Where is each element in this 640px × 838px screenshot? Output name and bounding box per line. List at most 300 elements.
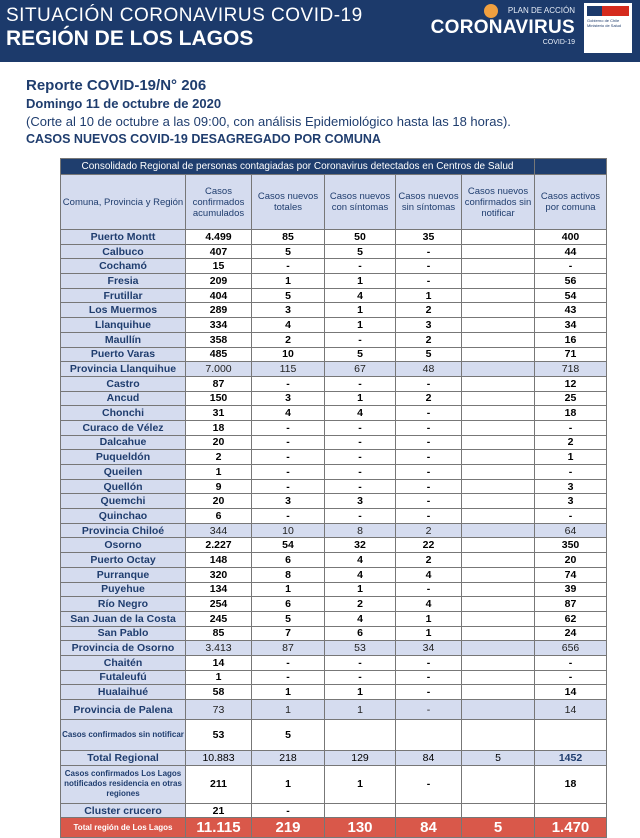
cell-nuevos: -	[252, 465, 325, 480]
cell-nuevos: 4	[252, 406, 325, 421]
cell-activos: 2	[535, 435, 607, 450]
cell-sin-notificar	[462, 494, 535, 509]
cell-name: Total región de Los Lagos	[61, 818, 186, 838]
cell-acumulados: 334	[186, 318, 252, 333]
cell-activos: 34	[535, 318, 607, 333]
cell-acumulados: 407	[186, 244, 252, 259]
cell-sin-sintomas: 2	[396, 523, 462, 538]
cell-name: Los Muermos	[61, 303, 186, 318]
table-row	[61, 450, 607, 465]
cell-nuevos: 219	[252, 818, 325, 838]
cell-sin-notificar	[462, 435, 535, 450]
cell-name: San Pablo	[61, 626, 186, 641]
cell-nuevos: -	[252, 420, 325, 435]
cell-name: Llanquihue	[61, 318, 186, 333]
cell-con-sintomas: 1	[325, 765, 396, 803]
cell-nuevos: -	[252, 670, 325, 685]
cell-acumulados: 85	[186, 626, 252, 641]
cell-sin-sintomas	[396, 720, 462, 751]
flag-red-block	[602, 6, 629, 16]
cell-acumulados: 15	[186, 259, 252, 274]
cell-name: Provincia Chiloé	[61, 523, 186, 538]
cell-nuevos: 6	[252, 597, 325, 612]
cell-con-sintomas: 1	[325, 685, 396, 700]
cell-sin-sintomas: -	[396, 465, 462, 480]
cell-nuevos: 10	[252, 347, 325, 362]
cell-acumulados: 245	[186, 611, 252, 626]
cell-activos: 18	[535, 765, 607, 803]
cell-activos: 1.470	[535, 818, 607, 838]
report-header	[26, 77, 626, 150]
cell-activos: 718	[535, 362, 607, 377]
cell-sin-sintomas: -	[396, 700, 462, 720]
cell-sin-sintomas: -	[396, 406, 462, 421]
cell-acumulados: 150	[186, 391, 252, 406]
cell-acumulados: 11.115	[186, 818, 252, 838]
government-logo	[584, 3, 632, 53]
plan-icon	[484, 4, 498, 18]
cell-con-sintomas: 1	[325, 318, 396, 333]
cell-sin-notificar	[462, 332, 535, 347]
table-row	[61, 641, 607, 656]
table-row	[61, 318, 607, 333]
cell-name: Curaco de Vélez	[61, 420, 186, 435]
cell-acumulados: 10.883	[186, 751, 252, 766]
cell-con-sintomas: -	[325, 420, 396, 435]
cell-nuevos: 7	[252, 626, 325, 641]
table-row	[61, 288, 607, 303]
header-comuna: Comuna, Provincia y Región	[61, 175, 186, 230]
cell-activos: -	[535, 465, 607, 480]
cell-activos: 24	[535, 626, 607, 641]
cell-sin-sintomas: -	[396, 244, 462, 259]
cell-sin-notificar	[462, 303, 535, 318]
cell-activos: 400	[535, 230, 607, 245]
cell-sin-sintomas: -	[396, 376, 462, 391]
cell-activos: -	[535, 509, 607, 524]
report-title: Reporte COVID-19/N° 206	[26, 77, 207, 94]
cell-activos: 14	[535, 700, 607, 720]
report-subtitle: CASOS NUEVOS COVID-19 DESAGREGADO POR COMUNA	[26, 132, 381, 146]
cell-nuevos: 5	[252, 720, 325, 751]
cell-nuevos: 5	[252, 611, 325, 626]
cell-acumulados: 209	[186, 274, 252, 289]
cell-nuevos: 1	[252, 765, 325, 803]
cell-activos	[535, 720, 607, 751]
brand-title: CORONAVIRUS	[430, 17, 575, 38]
cell-con-sintomas: 1	[325, 582, 396, 597]
cell-sin-sintomas: -	[396, 435, 462, 450]
cell-acumulados: 404	[186, 288, 252, 303]
cell-activos: 350	[535, 538, 607, 553]
cell-nuevos: 3	[252, 391, 325, 406]
cell-nuevos: -	[252, 376, 325, 391]
cell-con-sintomas: -	[325, 670, 396, 685]
table-row	[61, 523, 607, 538]
cell-name: Puerto Montt	[61, 230, 186, 245]
cell-sin-notificar	[462, 274, 535, 289]
cases-table	[60, 158, 607, 838]
cell-acumulados: 1	[186, 465, 252, 480]
cell-name: Quellón	[61, 479, 186, 494]
table-row	[61, 391, 607, 406]
cell-con-sintomas: 4	[325, 553, 396, 568]
table-row	[61, 597, 607, 612]
cell-name: Puyehue	[61, 582, 186, 597]
cell-acumulados: 21	[186, 803, 252, 818]
cell-nuevos: -	[252, 259, 325, 274]
cell-nuevos: 1	[252, 685, 325, 700]
cell-sin-notificar	[462, 567, 535, 582]
cell-name: Futaleufú	[61, 670, 186, 685]
cell-sin-sintomas: -	[396, 765, 462, 803]
cell-sin-notificar	[462, 626, 535, 641]
cell-con-sintomas: 50	[325, 230, 396, 245]
cell-activos: 54	[535, 288, 607, 303]
cell-name: Provincia de Osorno	[61, 641, 186, 656]
cell-sin-sintomas: -	[396, 670, 462, 685]
cell-sin-notificar	[462, 641, 535, 656]
cell-acumulados: 31	[186, 406, 252, 421]
cell-sin-notificar	[462, 700, 535, 720]
cell-sin-sintomas: 1	[396, 626, 462, 641]
cell-sin-sintomas: 34	[396, 641, 462, 656]
cell-con-sintomas: 1	[325, 303, 396, 318]
report-date: Domingo 11 de octubre de 2020	[26, 96, 222, 111]
cell-nuevos: 6	[252, 553, 325, 568]
cell-name: Osorno	[61, 538, 186, 553]
cell-con-sintomas: -	[325, 376, 396, 391]
cell-acumulados: 73	[186, 700, 252, 720]
cell-sin-sintomas: 2	[396, 553, 462, 568]
table-row	[61, 626, 607, 641]
cell-sin-sintomas	[396, 803, 462, 818]
cell-activos: 14	[535, 685, 607, 700]
cell-acumulados: 87	[186, 376, 252, 391]
banner-title-line2: REGIÓN DE LOS LAGOS	[6, 27, 254, 50]
cell-sin-notificar	[462, 230, 535, 245]
cell-activos: 20	[535, 553, 607, 568]
table-row	[61, 303, 607, 318]
cell-name: Casos confirmados Los Lagos notificados residencia en otras regiones	[61, 765, 186, 803]
cell-sin-sintomas: -	[396, 259, 462, 274]
cell-con-sintomas: -	[325, 332, 396, 347]
cell-acumulados: 1	[186, 670, 252, 685]
cell-name: Chaitén	[61, 655, 186, 670]
cell-sin-sintomas: -	[396, 685, 462, 700]
cell-acumulados: 6	[186, 509, 252, 524]
cell-acumulados: 9	[186, 479, 252, 494]
cell-activos: 39	[535, 582, 607, 597]
cell-con-sintomas: 32	[325, 538, 396, 553]
cell-acumulados: 2.227	[186, 538, 252, 553]
cell-sin-notificar	[462, 523, 535, 538]
cell-name: Queilen	[61, 465, 186, 480]
cell-activos: 1	[535, 450, 607, 465]
cell-con-sintomas: -	[325, 509, 396, 524]
flag-blue-block	[587, 6, 602, 16]
cell-nuevos: 3	[252, 494, 325, 509]
header-sin-sintomas: Casos nuevos sin síntomas	[396, 175, 462, 230]
table-row	[61, 420, 607, 435]
cell-sin-notificar	[462, 347, 535, 362]
cell-con-sintomas: 130	[325, 818, 396, 838]
cell-acumulados: 254	[186, 597, 252, 612]
cell-sin-notificar	[462, 259, 535, 274]
cell-name: Puerto Varas	[61, 347, 186, 362]
table-row	[61, 230, 607, 245]
table-row	[61, 611, 607, 626]
cell-acumulados: 289	[186, 303, 252, 318]
header-nuevos-totales: Casos nuevos totales	[252, 175, 325, 230]
cell-con-sintomas	[325, 803, 396, 818]
cell-nuevos: 1	[252, 700, 325, 720]
cell-nuevos: 218	[252, 751, 325, 766]
cell-con-sintomas: -	[325, 259, 396, 274]
cell-name: Hualaihué	[61, 685, 186, 700]
cell-con-sintomas: 6	[325, 626, 396, 641]
cell-sin-notificar	[462, 420, 535, 435]
table-caption-spacer	[535, 159, 607, 175]
header-con-sintomas: Casos nuevos con síntomas	[325, 175, 396, 230]
cell-acumulados: 344	[186, 523, 252, 538]
cell-con-sintomas: 5	[325, 244, 396, 259]
cell-sin-notificar	[462, 318, 535, 333]
cell-nuevos: -	[252, 435, 325, 450]
cell-con-sintomas: -	[325, 479, 396, 494]
cell-name: Total Regional	[61, 751, 186, 766]
cell-acumulados: 20	[186, 435, 252, 450]
cell-con-sintomas: -	[325, 435, 396, 450]
header-sin-notificar: Casos nuevos confirmados sin notificar	[462, 175, 535, 230]
table-row	[61, 244, 607, 259]
cell-name: Dalcahue	[61, 435, 186, 450]
cell-acumulados: 58	[186, 685, 252, 700]
cell-nuevos: 1	[252, 582, 325, 597]
table-row	[61, 362, 607, 377]
table-caption-row	[61, 159, 607, 175]
cell-activos: 87	[535, 597, 607, 612]
cell-sin-notificar	[462, 655, 535, 670]
cell-name: Cluster crucero	[61, 803, 186, 818]
table-row	[61, 465, 607, 480]
cell-con-sintomas: 3	[325, 494, 396, 509]
cell-nuevos: 2	[252, 332, 325, 347]
cell-acumulados: 20	[186, 494, 252, 509]
cell-activos: 44	[535, 244, 607, 259]
cell-con-sintomas: 4	[325, 288, 396, 303]
brand-subtitle: COVID-19	[542, 39, 575, 46]
cell-sin-sintomas: -	[396, 274, 462, 289]
cell-name: Río Negro	[61, 597, 186, 612]
cell-sin-notificar	[462, 509, 535, 524]
cell-activos: 56	[535, 274, 607, 289]
cell-nuevos: -	[252, 479, 325, 494]
cell-name: Ancud	[61, 391, 186, 406]
cell-sin-notificar	[462, 720, 535, 751]
cell-sin-notificar: 5	[462, 818, 535, 838]
cell-activos: 3	[535, 479, 607, 494]
table-row	[61, 274, 607, 289]
cell-sin-sintomas: 5	[396, 347, 462, 362]
table-row	[61, 347, 607, 362]
cell-sin-sintomas: 4	[396, 597, 462, 612]
cell-con-sintomas: 4	[325, 567, 396, 582]
cell-activos	[535, 803, 607, 818]
table-row	[61, 655, 607, 670]
cell-nuevos: -	[252, 450, 325, 465]
cell-name: Chonchi	[61, 406, 186, 421]
cell-sin-notificar: 5	[462, 751, 535, 766]
cell-activos: 16	[535, 332, 607, 347]
report-cut-note: (Corte al 10 de octubre a las 09:00, con análisis Epidemiológico hasta las 18 horas).	[26, 114, 511, 129]
cell-sin-notificar	[462, 244, 535, 259]
table-row	[61, 582, 607, 597]
table-caption: Consolidado Regional de personas contagiadas por Coronavirus detectados en Centros de Salud	[61, 159, 535, 175]
table-header-row	[61, 175, 607, 230]
cell-name: Fresia	[61, 274, 186, 289]
header-activos: Casos activos por comuna	[535, 175, 607, 230]
cell-sin-notificar	[462, 803, 535, 818]
table-row	[61, 567, 607, 582]
cell-name: Castro	[61, 376, 186, 391]
cell-name: Quemchi	[61, 494, 186, 509]
cell-sin-notificar	[462, 465, 535, 480]
cell-acumulados: 18	[186, 420, 252, 435]
cell-name: Puerto Octay	[61, 553, 186, 568]
cell-activos: 1452	[535, 751, 607, 766]
cell-nuevos: 115	[252, 362, 325, 377]
cell-activos: -	[535, 670, 607, 685]
cell-acumulados: 485	[186, 347, 252, 362]
cell-sin-sintomas: 1	[396, 611, 462, 626]
cell-activos: -	[535, 655, 607, 670]
cell-activos: 74	[535, 567, 607, 582]
cell-con-sintomas: 129	[325, 751, 396, 766]
cell-name: Maullín	[61, 332, 186, 347]
cell-sin-sintomas: 48	[396, 362, 462, 377]
cell-sin-notificar	[462, 611, 535, 626]
cell-sin-sintomas: 4	[396, 567, 462, 582]
cell-name: Calbuco	[61, 244, 186, 259]
cell-name: Purranque	[61, 567, 186, 582]
cell-sin-notificar	[462, 450, 535, 465]
cell-acumulados: 134	[186, 582, 252, 597]
cell-name: Provincia Llanquihue	[61, 362, 186, 377]
cell-sin-sintomas: 84	[396, 818, 462, 838]
cell-sin-notificar	[462, 376, 535, 391]
cell-sin-sintomas: -	[396, 450, 462, 465]
cell-activos: 3	[535, 494, 607, 509]
cell-nuevos: 5	[252, 288, 325, 303]
cell-activos: 43	[535, 303, 607, 318]
cell-con-sintomas: 53	[325, 641, 396, 656]
table-row	[61, 259, 607, 274]
table-row	[61, 435, 607, 450]
cell-con-sintomas: -	[325, 655, 396, 670]
cell-sin-notificar	[462, 362, 535, 377]
cell-name: Provincia de Palena	[61, 700, 186, 720]
cell-sin-sintomas: -	[396, 655, 462, 670]
cell-acumulados: 7.000	[186, 362, 252, 377]
banner-title-line1: SITUACIÓN CORONAVIRUS COVID-19	[6, 5, 363, 26]
cell-sin-notificar	[462, 406, 535, 421]
cell-sin-sintomas: 2	[396, 303, 462, 318]
cell-activos: 71	[535, 347, 607, 362]
cell-sin-notificar	[462, 685, 535, 700]
cell-nuevos: 54	[252, 538, 325, 553]
cell-nuevos: 5	[252, 244, 325, 259]
cell-sin-sintomas: -	[396, 479, 462, 494]
table-row	[61, 479, 607, 494]
cell-con-sintomas: -	[325, 465, 396, 480]
cell-sin-notificar	[462, 553, 535, 568]
cell-name: Cochamó	[61, 259, 186, 274]
table-row	[61, 720, 607, 751]
cell-sin-sintomas: 3	[396, 318, 462, 333]
cell-sin-sintomas: 1	[396, 288, 462, 303]
cell-sin-notificar	[462, 391, 535, 406]
cell-nuevos: 3	[252, 303, 325, 318]
cell-activos: 12	[535, 376, 607, 391]
cell-sin-sintomas: -	[396, 509, 462, 524]
cell-sin-notificar	[462, 597, 535, 612]
cell-sin-sintomas: -	[396, 582, 462, 597]
cell-acumulados: 148	[186, 553, 252, 568]
cell-con-sintomas: 8	[325, 523, 396, 538]
cases-table-container	[60, 158, 607, 838]
cell-activos: 656	[535, 641, 607, 656]
cell-nuevos: 85	[252, 230, 325, 245]
cell-sin-notificar	[462, 765, 535, 803]
cell-acumulados: 53	[186, 720, 252, 751]
cell-nuevos: 87	[252, 641, 325, 656]
cell-sin-sintomas: -	[396, 494, 462, 509]
cell-sin-notificar	[462, 582, 535, 597]
brand-plan-text: PLAN DE ACCIÓN	[507, 6, 575, 15]
cell-activos: 18	[535, 406, 607, 421]
cell-acumulados: 211	[186, 765, 252, 803]
cell-acumulados: 320	[186, 567, 252, 582]
cell-acumulados: 3.413	[186, 641, 252, 656]
cell-activos: 62	[535, 611, 607, 626]
cell-con-sintomas: 2	[325, 597, 396, 612]
cell-nuevos: 10	[252, 523, 325, 538]
cell-acumulados: 2	[186, 450, 252, 465]
cell-sin-notificar	[462, 288, 535, 303]
cell-name: Frutillar	[61, 288, 186, 303]
cell-acumulados: 4.499	[186, 230, 252, 245]
cell-sin-sintomas: -	[396, 420, 462, 435]
cell-activos: 25	[535, 391, 607, 406]
table-row	[61, 406, 607, 421]
table-row	[61, 818, 607, 838]
header-banner	[0, 0, 640, 62]
cell-sin-sintomas: 2	[396, 332, 462, 347]
cell-name: Puqueldón	[61, 450, 186, 465]
cell-con-sintomas: 5	[325, 347, 396, 362]
cell-activos: -	[535, 259, 607, 274]
table-row	[61, 751, 607, 766]
cell-sin-sintomas: 22	[396, 538, 462, 553]
table-row	[61, 332, 607, 347]
cell-sin-sintomas: 35	[396, 230, 462, 245]
cell-con-sintomas: -	[325, 450, 396, 465]
cell-name: Quinchao	[61, 509, 186, 524]
cell-sin-notificar	[462, 479, 535, 494]
cell-activos: -	[535, 420, 607, 435]
cell-con-sintomas	[325, 720, 396, 751]
